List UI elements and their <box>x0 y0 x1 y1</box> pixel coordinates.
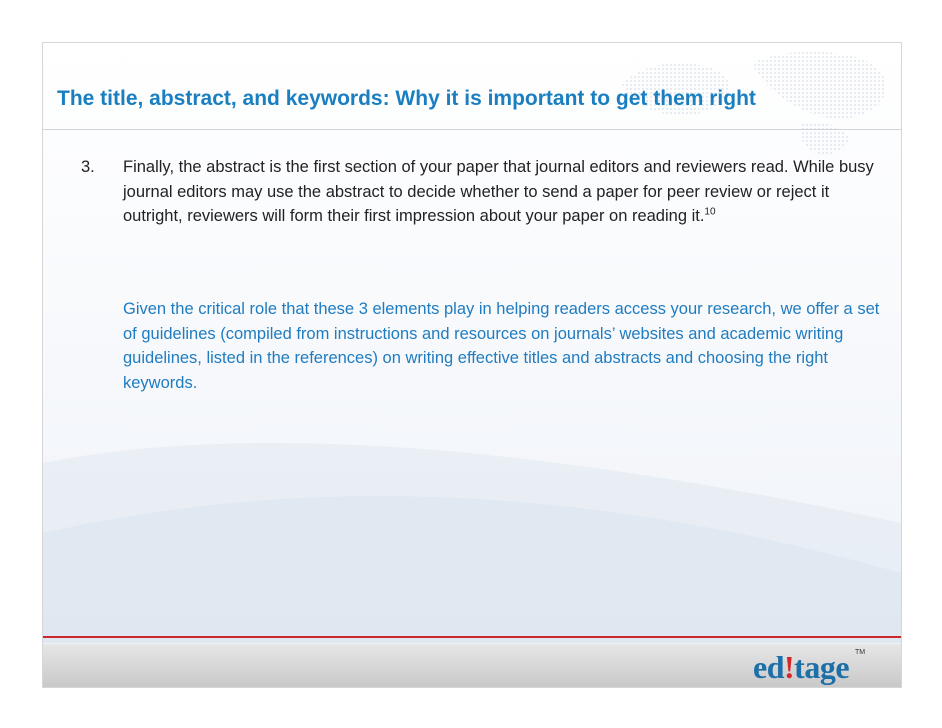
list-item-number: 3. <box>81 158 95 176</box>
editage-logo: ed!tage <box>753 649 850 685</box>
title-divider <box>43 129 901 130</box>
slide <box>42 42 902 688</box>
footer-rule <box>43 636 901 638</box>
citation-superscript: 10 <box>704 206 716 218</box>
highlight-paragraph: Given the critical role that these 3 elements play in helping readers access your research, we offer a set of guidelines (compiled from instructions and resources on journals’ websites and academic writing guidelines, listed in the references) on writing effective titles and abstracts and choosing the right keywords. <box>123 300 880 392</box>
background-swoosh <box>43 403 901 643</box>
list-item-text <box>123 155 883 229</box>
slide-title: The title, abstract, and keywords: Why it is important to get them right <box>57 87 756 110</box>
trademark-mark: TM <box>855 649 866 656</box>
list-item-body: Finally, the abstract is the first section of your paper that journal editors and reviewers read. While busy journal editors may use the abstract to decide whether to send a paper for peer review or reject it outright, reviewers will form their first impression about your paper on reading it. <box>123 158 874 225</box>
